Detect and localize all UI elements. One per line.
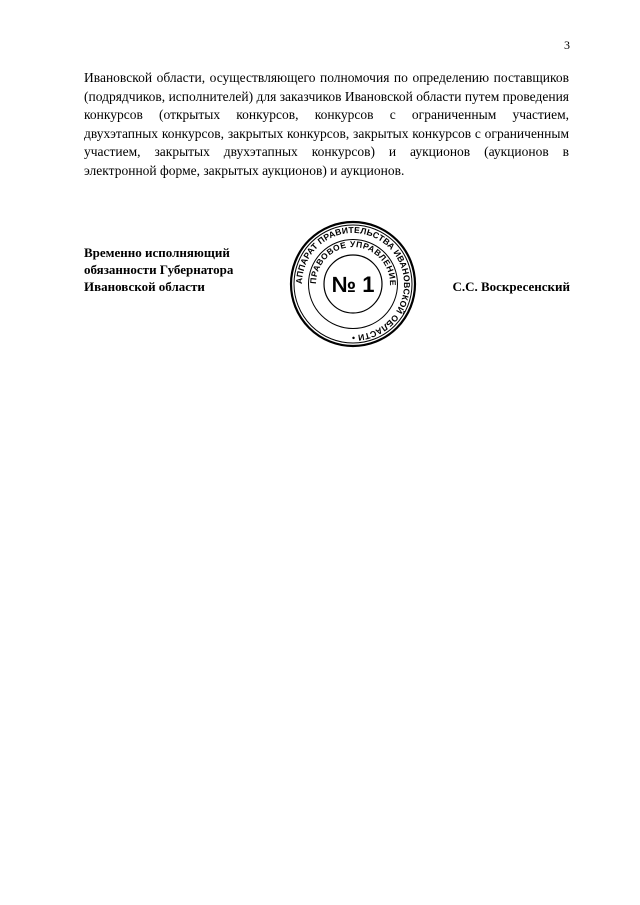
signatory-position-line-3: Ивановской области xyxy=(84,279,205,294)
signatory-position-line-2: обязанности Губернатора xyxy=(84,262,234,277)
seal-center-label: № 1 xyxy=(331,272,375,297)
page-number: 3 xyxy=(564,38,570,52)
signatory-position-line-1: Временно исполняющий xyxy=(84,245,230,260)
signatory-position xyxy=(84,244,284,295)
body-paragraph: Ивановской области, осуществляющего полномочия по определению поставщиков (подрядчиков, исполнителей) для заказчиков Ивановской области путем проведения конкурсов (открытых конкурсов, конкурсов с ограниченным участием, двухэтапных конкурсов, закрытых конкурсов, закрытых конкурсов с ограниченным участием, закрытых двухэтапных конкурсов) и аукционов (аукционов в электронной форме, закрытых аукционов) и аукционов. xyxy=(84,70,569,178)
seal-inner-textpath: ПРАВОВОЕ УПРАВЛЕНИЕ xyxy=(307,238,399,287)
signer-name: С.С. Воскресенский xyxy=(452,279,570,294)
official-seal xyxy=(288,219,418,349)
seal-ring-textpath: АППАРАТ ПРАВИТЕЛЬСТВА ИВАНОВСКОЙ ОБЛАСТИ • xyxy=(293,224,413,344)
